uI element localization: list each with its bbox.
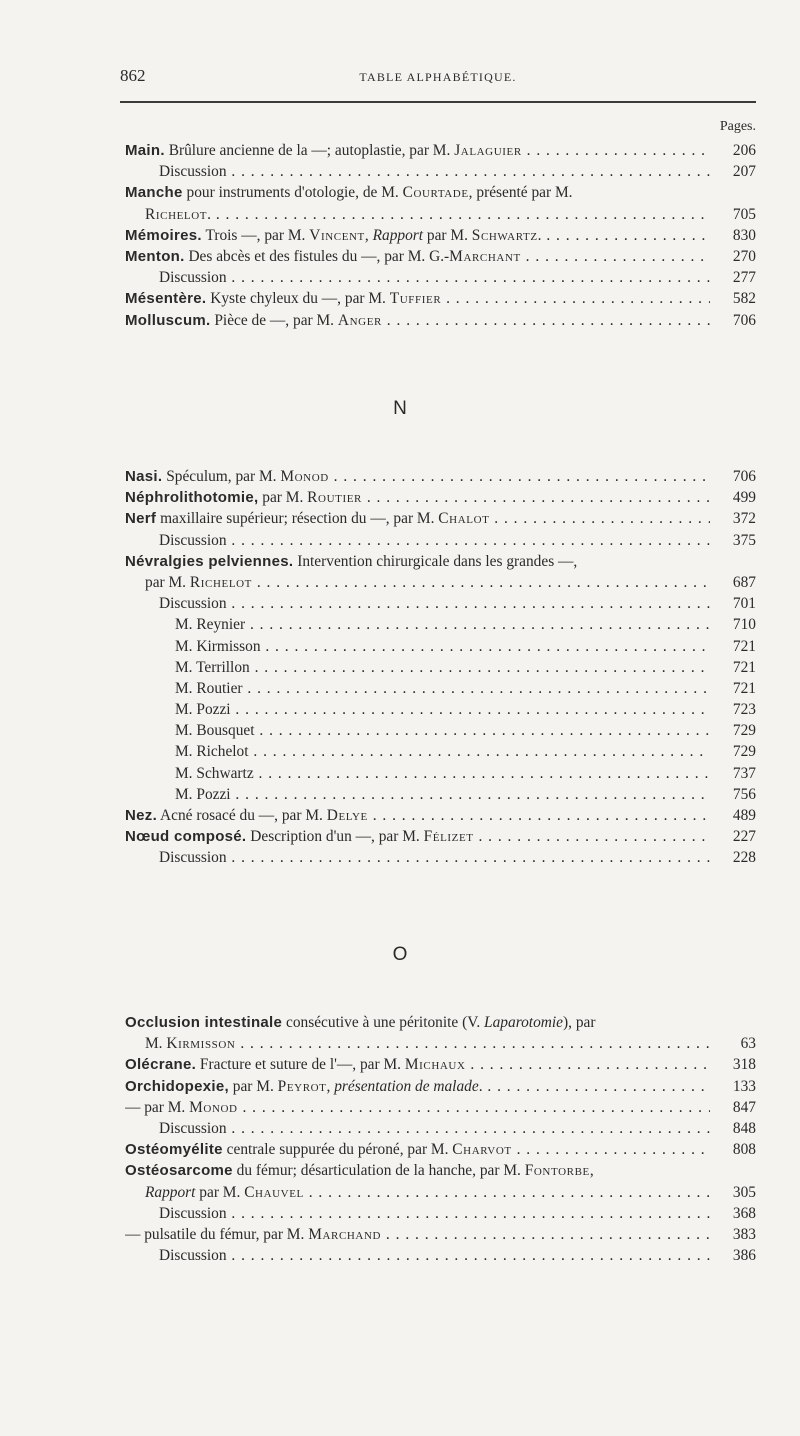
entry-heading: Ostéosarcome — [125, 1162, 233, 1180]
index-entry — [125, 204, 756, 225]
index-entry — [125, 614, 756, 635]
entry-page-number: 206 — [732, 142, 756, 159]
entry-text — [125, 826, 710, 847]
entry-text — [125, 657, 710, 678]
entry-heading: Nerf — [125, 510, 157, 528]
page-number: 862 — [120, 66, 146, 85]
index-section-o — [125, 1012, 756, 1266]
entry-page-number: 687 — [732, 573, 756, 591]
entry-text — [125, 508, 710, 529]
entry-description: , — [364, 226, 373, 244]
index-entry — [125, 267, 756, 288]
entry-page-number: 582 — [732, 290, 756, 308]
entry-description: Discussion — [159, 531, 227, 549]
entry-page-number: 383 — [732, 1225, 756, 1243]
entry-heading: Mémoires. — [125, 226, 202, 244]
entry-page-number: 847 — [732, 1098, 756, 1116]
index-entry — [125, 826, 756, 847]
entry-text — [125, 847, 710, 868]
entry-author: Delye — [326, 807, 368, 824]
entry-text — [125, 763, 710, 784]
entry-author: Fontorbe — [524, 1162, 590, 1180]
entry-text — [125, 805, 710, 826]
entry-page-number: 270 — [732, 247, 756, 265]
entry-heading: Mésentère. — [125, 290, 207, 308]
entry-italic: Rapport — [372, 226, 424, 244]
entry-description: Spéculum, par M. — [162, 468, 281, 485]
entry-author: Monod — [189, 1098, 238, 1116]
section-letter-o: O — [392, 944, 408, 965]
entry-heading: Olécrane. — [125, 1056, 197, 1074]
entry-text — [125, 161, 710, 182]
entry-description: . — [537, 226, 542, 244]
entry-description: par M. — [258, 489, 308, 507]
entry-description: Acné rosacé du —, par M. — [157, 807, 327, 824]
entry-description: M. Terrillon — [175, 658, 250, 676]
entry-author: Michaux — [404, 1056, 466, 1074]
entry-text — [125, 487, 710, 508]
entry-description: Discussion — [159, 1247, 227, 1265]
index-entry — [125, 1033, 756, 1054]
index-entry — [125, 1245, 756, 1266]
index-entry — [125, 784, 756, 805]
entry-text — [125, 551, 710, 572]
entry-text — [125, 1012, 710, 1033]
entry-description: . — [478, 1077, 483, 1095]
index-entry — [125, 1139, 756, 1160]
entry-heading: Nasi. — [125, 468, 163, 485]
entry-description: par M. — [195, 1183, 245, 1201]
index-entry — [125, 487, 756, 508]
index-entry — [125, 699, 756, 720]
index-entry — [125, 246, 756, 267]
index-entry — [125, 310, 756, 331]
entry-heading: Occlusion intestinale — [125, 1014, 283, 1031]
entry-author: Charvot — [452, 1141, 512, 1159]
entry-author: Courtade — [402, 184, 469, 202]
entry-description: Des abcès et des fistules du —, par M. G.- — [184, 247, 450, 265]
entry-text — [125, 1033, 710, 1054]
entry-text — [125, 1245, 710, 1266]
entry-page-number: 701 — [732, 595, 756, 613]
entry-page-number: 721 — [732, 679, 756, 697]
entry-text — [125, 699, 710, 720]
entry-description: , présenté par M. — [468, 184, 573, 202]
entry-page-number: 706 — [732, 311, 756, 329]
index-entry — [125, 1224, 756, 1245]
entry-text — [125, 741, 710, 762]
entry-page-number: 737 — [732, 764, 756, 782]
entry-text — [125, 1118, 710, 1139]
entry-text — [125, 593, 710, 614]
index-entry — [125, 636, 756, 657]
entry-author: Richelot — [145, 205, 208, 223]
entry-author: Vincent — [309, 226, 365, 244]
entry-heading: Menton. — [125, 247, 185, 265]
entry-description: M. — [145, 1035, 167, 1053]
entry-text — [125, 140, 710, 161]
entry-description: par M. — [228, 1077, 278, 1095]
entry-text — [125, 466, 710, 487]
entry-description: consécutive à une péritonite (V. — [282, 1014, 485, 1031]
entry-page-number: 368 — [732, 1204, 756, 1222]
entry-description: M. Reynier — [175, 616, 246, 634]
entry-text — [125, 636, 710, 657]
entry-heading: Orchidopexie, — [125, 1077, 229, 1095]
entry-description: M. Kirmisson — [175, 637, 261, 655]
index-entry — [125, 1076, 756, 1097]
entry-author: Jalaguier — [454, 142, 522, 159]
index-entry — [125, 1203, 756, 1224]
index-entry — [125, 1097, 756, 1118]
entry-page-number: 830 — [732, 226, 756, 244]
index-entry — [125, 1182, 756, 1203]
index-entry — [125, 161, 756, 182]
entry-description: Brûlure ancienne de la —; autoplastie, par M. — [164, 142, 455, 159]
entry-text — [125, 1139, 710, 1160]
entry-text — [125, 530, 710, 551]
entry-page-number: 489 — [732, 807, 756, 824]
entry-page-number: 808 — [732, 1141, 756, 1159]
index-entry — [125, 763, 756, 784]
index-entry — [125, 1118, 756, 1139]
entry-author: Peyrot — [277, 1077, 327, 1095]
entry-description: M. Schwartz — [175, 764, 254, 782]
entry-text — [125, 1203, 710, 1224]
entry-author: Tuffier — [389, 290, 442, 308]
entry-text — [125, 572, 710, 593]
entry-page-number: 375 — [732, 531, 756, 549]
entry-text — [125, 267, 710, 288]
entry-page-number: 318 — [732, 1056, 756, 1074]
entry-text — [125, 204, 710, 225]
entry-author: Félizet — [423, 828, 474, 846]
entry-description: M. Routier — [175, 679, 243, 697]
entry-description: M. Richelot — [175, 743, 249, 761]
entry-author: Kirmisson — [166, 1035, 236, 1053]
entry-page-number: 207 — [732, 163, 756, 181]
entry-page-number: 63 — [740, 1035, 756, 1053]
index-entry — [125, 530, 756, 551]
section-letter-n: N — [393, 398, 407, 419]
entry-description: Discussion — [159, 849, 227, 867]
entry-description: M. Pozzi — [175, 701, 231, 719]
entry-author: Marchand — [308, 1225, 382, 1243]
entry-description: Intervention chirurgicale dans les grandes —, — [293, 552, 578, 570]
entry-page-number: 305 — [732, 1183, 756, 1201]
entry-text — [125, 1054, 710, 1075]
index-entry — [125, 847, 756, 868]
entry-description: Pièce de —, par M. — [210, 311, 338, 329]
header-rule — [120, 101, 756, 103]
entry-heading: Néphrolithotomie, — [125, 489, 259, 507]
entry-author: Marchant — [449, 247, 521, 265]
running-title: TABLE ALPHABÉTIQUE. — [359, 70, 517, 84]
entry-description: pour instruments d'otologie, de M. — [182, 184, 403, 202]
entry-text — [125, 1097, 710, 1118]
entry-page-number: 133 — [732, 1077, 756, 1095]
entry-description: ), par — [563, 1014, 596, 1031]
index-entry — [125, 288, 756, 309]
entry-page-number: 729 — [732, 743, 756, 761]
entry-author: Chauvel — [244, 1183, 304, 1201]
entry-text — [125, 182, 710, 203]
entry-page-number: 228 — [732, 849, 756, 867]
entry-page-number: 227 — [732, 828, 756, 846]
entry-text — [125, 225, 710, 246]
entry-page-number: 710 — [732, 616, 756, 634]
entry-text — [125, 1224, 710, 1245]
index-entry — [125, 593, 756, 614]
entry-description: Discussion — [159, 1119, 227, 1137]
index-section-m — [125, 140, 756, 331]
entry-heading: Ostéomyélite — [125, 1141, 223, 1159]
entry-author: Anger — [337, 311, 382, 329]
index-entry — [125, 225, 756, 246]
entry-author: Schwartz — [471, 226, 538, 244]
entry-author: Routier — [307, 489, 362, 507]
index-entry — [125, 508, 756, 529]
pages-column-label: Pages. — [719, 119, 756, 134]
entry-page-number: 729 — [732, 722, 756, 740]
entry-description: Discussion — [159, 1204, 227, 1222]
index-entry — [125, 551, 756, 572]
index-entry — [125, 657, 756, 678]
entry-description: Discussion — [159, 163, 227, 181]
index-entry — [125, 466, 756, 487]
entry-heading: Nez. — [125, 807, 158, 824]
entry-page-number: 372 — [732, 510, 756, 528]
index-entry — [125, 1160, 756, 1181]
index-entry — [125, 720, 756, 741]
entry-text — [125, 288, 710, 309]
index-entry — [125, 1012, 756, 1033]
entry-heading: Manche — [125, 184, 183, 202]
entry-text — [125, 1182, 710, 1203]
entry-italic: Rapport — [145, 1183, 196, 1201]
entry-description: maxillaire supérieur; résection du —, par M. — [156, 510, 439, 528]
index-entry — [125, 678, 756, 699]
entry-page-number: 723 — [732, 701, 756, 719]
entry-description: . — [207, 205, 211, 223]
entry-text — [125, 246, 710, 267]
entry-page-number: 721 — [732, 658, 756, 676]
index-entry — [125, 1054, 756, 1075]
entry-description: — pulsatile du fémur, par M. — [125, 1225, 309, 1243]
index-section-n — [125, 466, 756, 869]
entry-description: Discussion — [159, 269, 227, 287]
entry-description: Fracture et suture de l'—, par M. — [196, 1056, 405, 1074]
entry-description: Kyste chyleux du —, par M. — [206, 290, 390, 308]
entry-description: , — [326, 1077, 335, 1095]
entry-author: Richelot — [189, 573, 253, 591]
index-entry — [125, 140, 756, 161]
entry-text — [125, 784, 710, 805]
index-entry — [125, 572, 756, 593]
index-entry — [125, 182, 756, 203]
entry-author: Monod — [280, 468, 329, 485]
entry-description: , — [589, 1162, 594, 1180]
entry-page-number: 705 — [732, 205, 756, 223]
entry-heading: Main. — [125, 142, 165, 159]
entry-description: centrale suppurée du péroné, par M. — [222, 1141, 453, 1159]
entry-author: Chalot — [438, 510, 490, 528]
page-header — [120, 66, 756, 90]
index-entry — [125, 741, 756, 762]
entry-text — [125, 720, 710, 741]
entry-description: par M. — [145, 573, 190, 591]
entry-page-number: 277 — [732, 269, 756, 287]
entry-heading: Molluscum. — [125, 311, 211, 329]
entry-italic: présentation de malade — [334, 1077, 479, 1095]
entry-description: M. Bousquet — [175, 722, 255, 740]
entry-description: M. Pozzi — [175, 785, 231, 803]
entry-page-number: 848 — [732, 1119, 756, 1137]
entry-description: par M. — [423, 226, 472, 244]
entry-text — [125, 1076, 710, 1097]
entry-page-number: 386 — [732, 1247, 756, 1265]
entry-page-number: 706 — [732, 468, 756, 485]
entry-description: Trois —, par M. — [201, 226, 310, 244]
entry-text — [125, 614, 710, 635]
entry-page-number: 721 — [732, 637, 756, 655]
entry-description: du fémur; désarticulation de la hanche, par M. — [232, 1162, 525, 1180]
entry-description: — par M. — [125, 1098, 190, 1116]
entry-heading: Nœud composé. — [125, 828, 247, 846]
entry-page-number: 499 — [732, 489, 756, 507]
entry-description: Description d'un —, par M. — [246, 828, 424, 846]
entry-description: Discussion — [159, 595, 227, 613]
entry-heading: Névralgies pelviennes. — [125, 552, 294, 570]
entry-page-number: 756 — [732, 785, 756, 803]
entry-italic: Laparotomie — [484, 1014, 563, 1031]
entry-text — [125, 310, 710, 331]
entry-text — [125, 678, 710, 699]
entry-text — [125, 1160, 710, 1181]
index-entry — [125, 805, 756, 826]
